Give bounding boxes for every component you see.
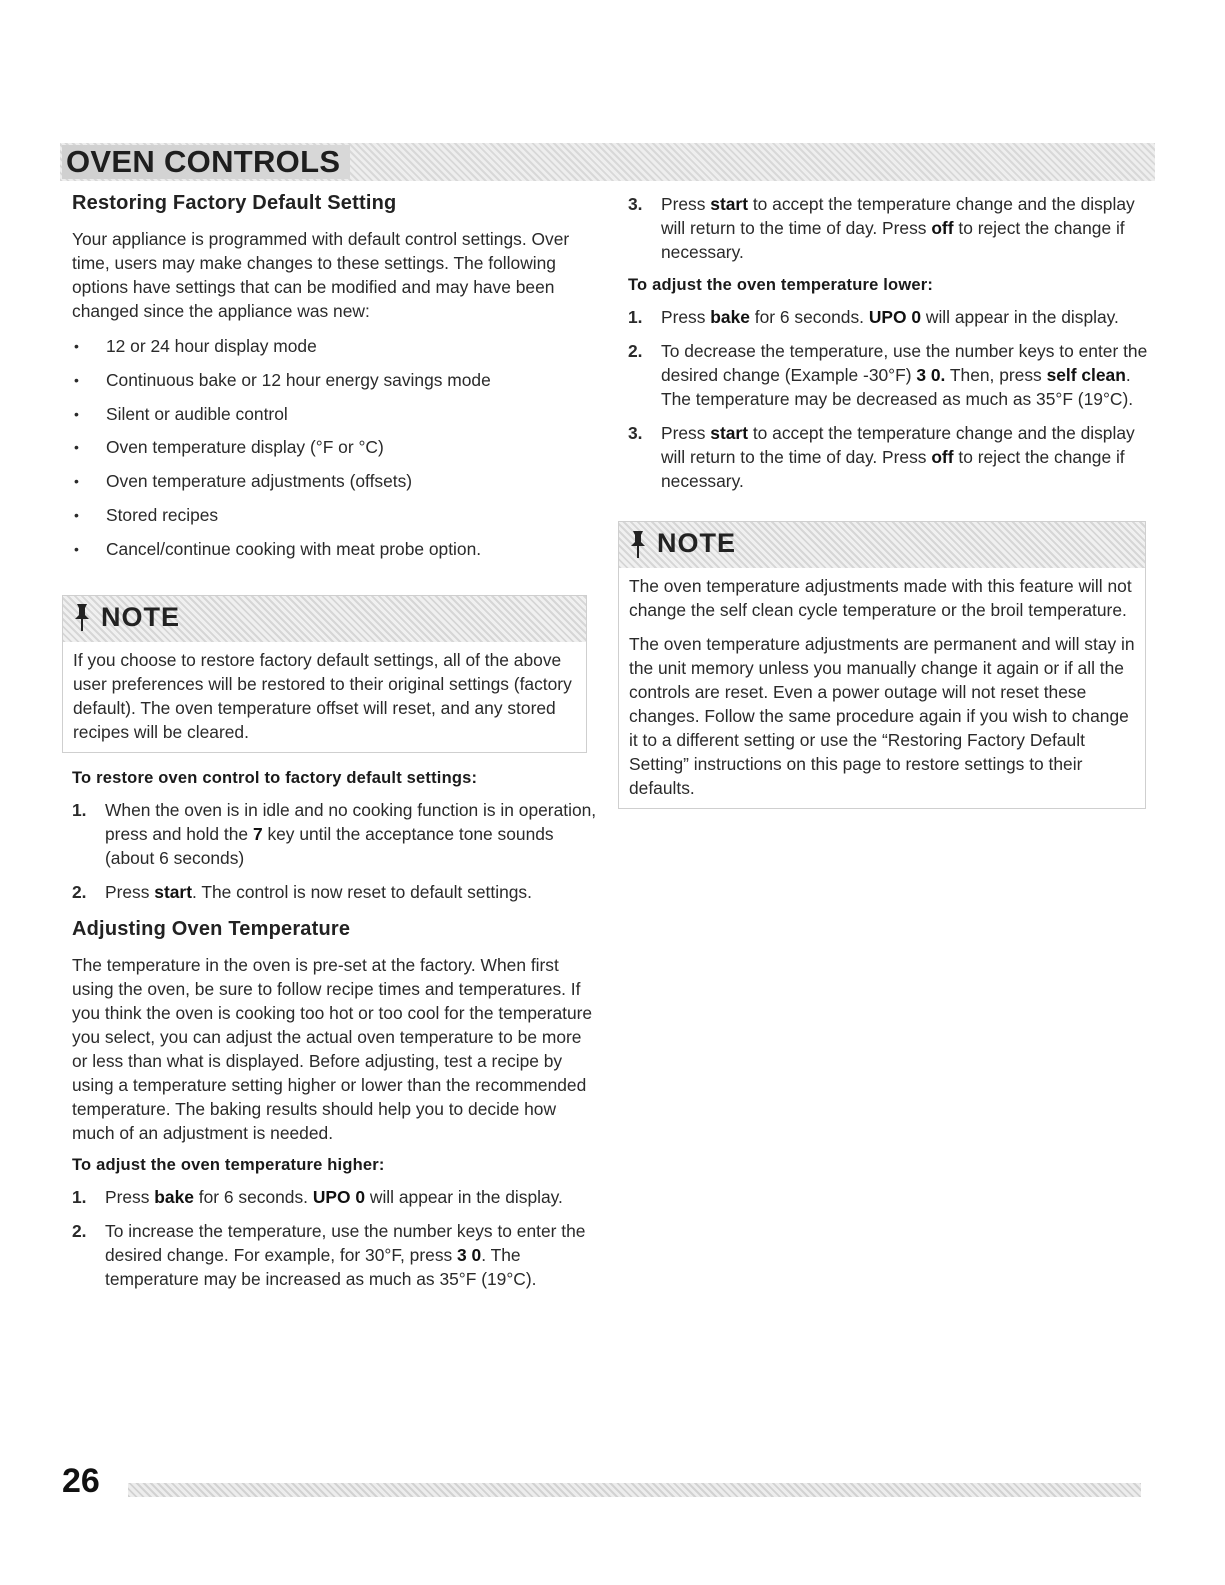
- step-text: Then, press: [945, 365, 1047, 385]
- key-label: off: [931, 218, 954, 238]
- step-number: 2.: [72, 881, 87, 902]
- left-column: [72, 192, 597, 1303]
- adjust-intro: The temperature in the oven is pre-set at the factory. When first using the oven, be sure to follow recipe times and temperatures. If you think the oven is cooking too hot or too cool for the temperature you select, you can adjust the actual oven temperature to be more or less than what is displayed. Before adjusting, test a recipe by using a temperature setting higher or lower than the recommended temperature. The baking results should help you to decide how much of an adjustment is needed.: [72, 954, 593, 1143]
- step-text: . The temperature may be increased as much as 35°F (19°C).: [105, 1244, 537, 1289]
- key-label: start: [710, 423, 748, 443]
- step-number: 1.: [628, 307, 643, 327]
- note-header: [619, 522, 1145, 568]
- list-item: • Cancel/continue cooking with meat probe option.: [72, 537, 597, 561]
- higher-steps-continued: [628, 192, 1148, 264]
- list-item: • Oven temperature display (°F or °C): [72, 435, 597, 459]
- step-text: key until the acceptance tone sounds (about 6 seconds): [105, 823, 554, 868]
- step-text: Press: [661, 194, 711, 214]
- section-header-band: [60, 143, 1155, 181]
- list-item: [628, 421, 1148, 493]
- higher-heading: To adjust the oven temperature higher:: [72, 1155, 385, 1174]
- note-text: The oven temperature adjustments are permanent and will stay in the unit memory unless you manually change it again or if all the controls are reset. Even a power outage will not reset these changes. Follow the same procedure again if you wish to change it to a different setting or use the “Restoring Factory Default Setting” instructions on this page to restore settings to their defaults.: [629, 634, 1135, 798]
- list-item: [72, 1219, 597, 1291]
- note-header: [63, 596, 586, 642]
- step-number: 1.: [72, 1186, 87, 1207]
- higher-steps-list: [72, 1185, 597, 1291]
- list-item: • Stored recipes: [72, 503, 597, 527]
- key-label: start: [710, 194, 748, 214]
- options-list: [72, 334, 597, 561]
- step-text: for 6 seconds.: [749, 307, 869, 327]
- step-text: When the oven is in idle and no cooking function is in operation, press and hold the: [105, 799, 597, 844]
- page-number: 26: [62, 1462, 100, 1500]
- step-text: to accept the temperature change and the display will return to the time of day. Press: [661, 194, 1135, 238]
- lower-heading: To adjust the oven temperature lower:: [628, 276, 934, 294]
- list-item: [72, 1185, 597, 1209]
- key-label: bake: [710, 307, 750, 327]
- step-text: Press: [661, 423, 711, 443]
- key-label: bake: [154, 1186, 194, 1207]
- step-text: To decrease the temperature, use the number keys to enter the desired change (Example -30°F): [661, 341, 1148, 385]
- list-item: [628, 305, 1148, 329]
- step-number: 2.: [72, 1220, 87, 1241]
- restore-intro: Your appliance is programmed with default control settings. Over time, users may make changes to these settings. The following options have settings that can be modified and may have been changed since the appliance was new:: [72, 229, 570, 321]
- list-item: [628, 339, 1148, 411]
- list-item: [72, 798, 597, 870]
- key-label: self clean: [1046, 365, 1126, 385]
- restore-steps-heading: To restore oven control to factory default settings:: [72, 768, 478, 787]
- section-title: OVEN CONTROLS: [62, 145, 350, 179]
- footer-band: [128, 1483, 1141, 1497]
- list-item: • Oven temperature adjustments (offsets): [72, 469, 597, 493]
- key-label: start: [154, 881, 192, 902]
- display-code: UPO 0: [868, 307, 922, 327]
- step-text: . The control is now reset to default settings.: [192, 881, 532, 902]
- step-number: 2.: [628, 341, 643, 361]
- step-number: 3.: [628, 194, 643, 214]
- list-item: • Continuous bake or 12 hour energy savings mode: [72, 368, 597, 392]
- step-text: To increase the temperature, use the number keys to enter the desired change. For example, for 30°F, press: [105, 1220, 586, 1265]
- note-box-adjustments: [618, 521, 1146, 809]
- note-label: NOTE: [101, 601, 181, 632]
- key-label: 7: [252, 823, 263, 844]
- step-text: to reject the change if necessary.: [661, 218, 1125, 262]
- step-text: Press: [105, 881, 155, 902]
- lower-steps-list: [628, 305, 1148, 493]
- key-label: 3 0: [457, 1244, 482, 1265]
- step-text: will appear in the display.: [365, 1186, 563, 1207]
- pushpin-icon: [71, 602, 93, 632]
- note-box-restore: [62, 595, 587, 753]
- note-text: If you choose to restore factory default settings, all of the above user preferences will be restored to their original settings (factory default). The oven temperature offset will reset, and any stored recipes will be cleared.: [73, 649, 572, 742]
- list-item: • 12 or 24 hour display mode: [72, 334, 597, 358]
- list-item: • Silent or audible control: [72, 402, 597, 426]
- note-label: NOTE: [657, 528, 737, 558]
- step-text: for 6 seconds.: [193, 1186, 313, 1207]
- list-item: [72, 880, 597, 904]
- right-column: [628, 192, 1148, 809]
- step-text: Press: [661, 307, 711, 327]
- note-text: The oven temperature adjustments made with this feature will not change the self clean cycle temperature or the broil temperature.: [629, 576, 1132, 620]
- list-item: [628, 192, 1148, 264]
- pushpin-icon: [627, 529, 649, 559]
- restore-steps-list: [72, 798, 597, 904]
- restore-heading: Restoring Factory Default Setting: [72, 192, 397, 214]
- step-text: will appear in the display.: [921, 307, 1119, 327]
- step-text: to accept the temperature change and the display will return to the time of day. Press: [661, 423, 1135, 467]
- key-label: off: [931, 447, 954, 467]
- step-number: 1.: [72, 799, 87, 820]
- key-label: 3 0.: [916, 365, 946, 385]
- adjust-heading: Adjusting Oven Temperature: [72, 917, 351, 940]
- step-text: to reject the change if necessary.: [661, 447, 1125, 491]
- step-text: Press: [105, 1186, 155, 1207]
- step-text: . The temperature may be decreased as much as 35°F (19°C).: [661, 365, 1134, 409]
- step-number: 3.: [628, 423, 643, 443]
- display-code: UPO 0: [312, 1186, 366, 1207]
